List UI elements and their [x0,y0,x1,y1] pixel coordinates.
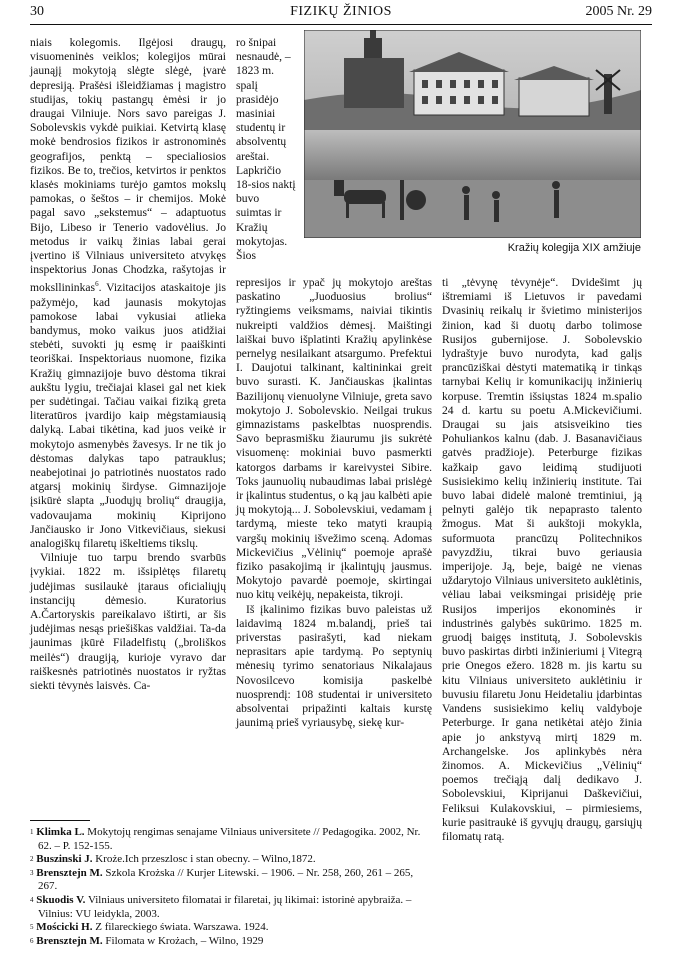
column-3-paragraph-1: ti „tėvynę tėvynėje“. Dvidešimt jų ištremiami iš Lietuvos ir pavedami Dvasinių reikalų ir švietimo ministerijos žinion, kad ši duotų darbo tolimose Rusijos gubernijose. J. Sobolevskio lydraštyje buvo nurodyta, kad galįs prancūziškai dėstyti matematiką ir tinkąs tarnybai Kelių ir komunikacijų inžinierių korpuse. Tremtin išsiųstas 1824 m.spalio 24 d. kartu su poetu A.Mickevičiumi. Draugai su jais atsisveikino ties Pohuliankos kalnu (dab. J. Basanavičiaus gatvės pradžioje). Peterburge fizikas kažkaip gavo leidimą studijuoti Susisiekimo kelių inžinierių institute. Tai buvo labai didelė malonė tremtiniui, ją pelnyti galėjo tik nepaprasto talento žmogus. Mat ši aukštoji mokykla, suformuota prancūzų Politechnikos pavyzdžiu, tikrai buvo geriausia imperijoje. Ją, beje, baigė ne vienas uždarytojo Vilniaus universiteto auklėtinis, vėliau labai veiksmingai prisidėję prie Rusijos imperijos ekonominės ir industrinės galybės sukūrimo. 1825 m. gruodį baigęs institutą, J. Sobolevskis buvo paskirtas dirbti inžinieriumi į Vitegrą prie Onegos ežero. 1828 m. jis kartu su kitu Vilniaus universiteto auklėtiniu ir buvusiu filaretu Jonu Heidetaliu įdarbintas Vandens susisiekimo kelių valdyboje Peterburge. Ir gana netikėtai atėjo žinia apie jo ankstyvą mirtį 1829 m. Archangelske. Jos aplinkybės nėra žinomos. A. Mickevičius „Vėlinių“ poemos trečiąją dalį dedikavo J. Sobolevskiui, Kiprijanui Daškevičiui, Feliksui Kulakovskiui, – pirmiesiems, kurie pasitraukė iš gyvųjų draugų, garsiųjų filomatų ratą. [442,276,642,843]
footnote [30,921,434,935]
footnote [30,867,434,894]
illustration-krazhiai-college [304,30,641,238]
footnote [30,853,434,867]
footnote [30,894,434,921]
footnote-rule [30,820,90,821]
footnote-number: 5 [30,923,34,932]
footnote-ref: 6 [95,280,99,289]
issue-label: 2005 Nr. 29 [585,4,652,19]
footnote-text: Z filareckiego świata. Warszawa. 1924. [92,921,269,934]
footnote [30,826,434,853]
footnote-text: Szkola Krożska // Kurjer Litewski. – 1906. – Nr. 258, 260, 261 – 265, 267. [38,866,414,893]
column-1 [30,36,226,693]
footnote-author: Klimka L. [36,826,85,838]
column-3 [442,276,642,844]
footnote-author: Brensztejn M. [36,934,103,947]
footnote [30,935,434,949]
footnote-text: Filomata w Krożach, – Wilno, 1929 [102,934,264,947]
painting-image [304,30,641,238]
footnote-number: 4 [30,895,34,904]
journal-title: FIZIKŲ ŽINIOS [290,4,392,19]
footnote-author: Skuodis V. [36,893,86,906]
paragraph-text: Vilniuje tuo tarpu brendo svarbūs įvykiai. 1822 m. išsiplėtęs filaretų judėjimas susilaukė įtaraus oficialiųjų instancijų dėmesio. Kuratorius A.Čartoryskis pareikalavo ištirti, ar šis judėjimas nesąs priešiškas valdžiai. Ta-da jaunimas įkūrė Filadelfistų („broliškos meilės“) draugiją, kurioje vyravo dar raiškesnės patriotinės nuostatos ir ryžtas siekti tėvynės laisvės. Ca- [30,551,226,692]
footnote-author: Buszinski J. [36,853,93,866]
column-1-paragraph-1 [30,36,226,551]
footnote-number: 2 [30,855,34,864]
column-2 [236,276,432,731]
column-1-paragraph-2 [30,551,226,693]
footnote-text: Kroże.Ich przeszlosc i stan obecny. – Wilno,1872. [92,853,316,866]
footnote-number: 6 [30,936,34,945]
header-rule [30,24,652,25]
column-2-paragraph-1: represijos ir ypač jų mokytojo areštas paskatino „Juoduosius brolius“ ryžtingiems veiksmams, naiviai tikintis nukreipti valdžios dėmesį. Maištingi laiškai buvo išplatinti Kražių apylinkėse pernelyg nesilaikant atsargumo. Prefektui I. Daujotui talkinant, kaltininkai greit buvo surasti. K. Jančiauskas įkalintas Bazilijonų vienuolyne Vilniuje, greta savo mokytojo J. Sobolevskio. Neilgai trukus gimnazistams paskelbtas nuosprendis. Savo beprasmišku žiaurumu jis sukrėtė visuomenę: mokiniai buvo pasmerkti katorgos darbams ir kareivystei Sibire. Toks jaunuolių nubaudimas labai prislėgė ir įkalintus studentus, o ką jau kalbėti apie jų mokytoją... J. Sobolevskiui, vedamam į tardymą, mieste teko matyti kraupią vargšų mokinių išvežimo sceną. Adomas Mickevičius „Vėlinių“ poemoje aprašė fiziko pasakojimą ir įkalintųjų jausmus. Mokytojo pavardė poemoje, skirtingai nuo kitų veikėjų, nepakeista, tikroji. [236,276,432,602]
paragraph-text: niais kolegomis. Ilgėjosi draugų, visuomeninės veiklos; kolegijos mūrai jaunąjį mokytoją slėgte slėgė, įvarė depresiją. Prašėsi išleidžiamas į magistro studijas, tokių pastangų ėmėsi ir jo draugai Vilniuje. Nors savo pareigas J. Sobolevskis vykdė puikiai. Ketvirtą klasę mokė bendrosios fizikos ir astronominės geografijos, penktą – specialiosios fizikos. Be to, trečios, ketvirtos ir penktos klasės mokiniams turėjo gamtos mokslų pamokas, o šeštos – ir chemijos. Mokė pagal savo „sekstemus“ – adaptuotus Bijo, Libeso ir Tenerio vadovėlius. Jo metodus ir vaikų žinias labai gerai įvertino iš Vilniaus universiteto atvykęs inspektorius Jonas Chodzka, rašytojas ir moksllininkas [30,36,226,295]
footnote-author: Brensztejn M. [36,866,103,879]
footnote-number: 3 [30,868,34,877]
footnote-author: Mościcki H. [36,921,93,934]
page-number: 30 [30,4,44,19]
footnote-text: Vilniaus universiteto filomatai ir filaretai, jų likimai: istorinė apybraiža. – Vilnius: VU leidykla, 2003. [38,893,412,920]
figure-caption: Kražių kolegija XIX amžiuje [507,242,641,254]
column-2-top-text: ro šnipai nesnaudė, – 1823 m. spalį prasidėjo masiniai studentų ir absolventų areštai. Lapkričio 18-sios naktį buvo suimtas ir Kražių mokytojas. Šios [236,36,296,263]
footnote-text: Mokytojų rengimas senajame Vilniaus universitete // Pedagogika. 2002, Nr. 62. – P. 152-155. [38,826,421,852]
paragraph-text-tail: . Vizitacijos ataskaitoje jis pažymėjo, kad jaunasis mokytojas pamokose labai vykusiai atlieka bandymus, moko vaikus juos atidžiai stebėti, suvokti jų esmę ir paaiškinti teoriškai. Inspektoriaus nuomone, fizika Kražių gimnazijoje buvo dėstoma tikrai aukštu lygiu, trečiajai klasei gal net kiek per sudėtingai. Tačiau vaikai fiziką greta literatūros įvardijo kaip mėgstamiausią dalyką. Labai tikėtina, kad juos veikė ir mokytojo asmenybės žavesys. Ir ne tik jo dėstomas dalykas tapo patrauklus; neabejotinai jo patriotinės nuostatos rado atgarsį mokinių širdyse. Gimnazijoje įsikūrė slapta „Juodųjų brolių“ draugija, vadovaujama mokinių Kiprijono Jančiausko ir Jono Vitkevičiaus, siekusi analogiškų filaretų iškeltiems tikslų. [30,281,226,550]
column-2-top [236,36,296,263]
column-2-paragraph-2: Iš įkalinimo fizikas buvo paleistas už laidavimą 1824 m.balandį, prieš tai priverstas pasirašyti, kad niekam neprasitars apie tardymą. Po septynių mėnesių tyrimo senatoriaus Nikalajaus Novosilcevo komisija paskelbė nuosprendį: 108 studentai ir universiteto absolventai pripažinti kaltais kurstę jaunimą prieš vyriausybę, siekę kur- [236,602,432,730]
footnotes [30,826,434,948]
footnote-number: 1 [30,828,34,836]
running-header [30,4,652,26]
